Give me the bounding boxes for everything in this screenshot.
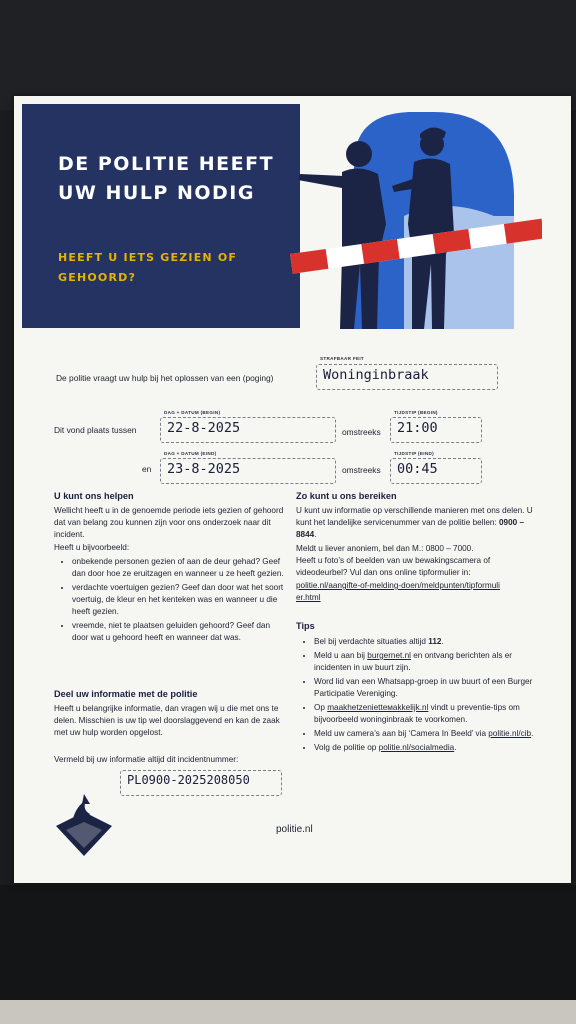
- list-item: • verdachte voertuigen gezien? Geef dan door wat het soort voertuig, de kleur en het kenteken was en wanneer u die heeft gezien.: [72, 582, 288, 618]
- police-flyer: [14, 96, 571, 883]
- flyer-subtitle: HEEFT U IETS GEZIEN OF GEHOORD?: [58, 251, 238, 284]
- socialmedia-link[interactable]: politie.nl/socialmedia: [378, 743, 455, 752]
- time-begin-label: TIJDSTIP (BEGIN): [394, 410, 438, 415]
- camera-text: Heeft u foto’s of beelden van uw bewakingscamera of videodeurbel? Vul dan ons online tipformulier in:: [296, 556, 491, 578]
- tipform-link[interactable]: politie.nl/aangifte-of-melding-doen/meldpunten/tipformulier.html: [296, 581, 500, 603]
- tip-item: • Op maakhetzenietteмakkelijk.nl vindt u preventie-tips om bijvoorbeeld woninginbraak te voorkomen.: [314, 702, 550, 726]
- list-item: • vreemde, niet te plaatsen geluiden gehoord? Geef dan door wat u gehoord heeft en wanneer dat was.: [72, 620, 288, 644]
- date-end-field[interactable]: 23-8-2025: [160, 458, 336, 484]
- header-banner: [22, 104, 300, 328]
- offense-field[interactable]: Woninginbraak: [316, 364, 498, 390]
- and-label: en: [142, 464, 152, 474]
- date-begin-field[interactable]: 22-8-2025: [160, 417, 336, 443]
- share-heading: Deel uw informatie met de politie: [54, 689, 198, 699]
- cib-link[interactable]: politie.nl/cib: [488, 729, 532, 738]
- example-list: [54, 556, 288, 646]
- time-end-field[interactable]: 00:45: [390, 458, 482, 484]
- help-heading: U kunt ons helpen: [54, 491, 134, 501]
- around-label-end: omstreeks: [342, 465, 381, 475]
- incident-number-field[interactable]: PL0900-2025208050: [120, 770, 282, 796]
- date-end-label: DAG + DATUM (EIND): [164, 451, 217, 456]
- prevention-link[interactable]: maakhetzenietteмakkelijk.nl: [327, 703, 429, 712]
- reach-heading: Zo kunt u ons bereiken: [296, 491, 397, 501]
- example-intro: Heeft u bijvoorbeeld:: [54, 543, 130, 552]
- anonymous-text: Meldt u liever anoniem, bel dan M.: 0800 – 7000.: [296, 544, 474, 553]
- footer-website[interactable]: politie.nl: [276, 824, 313, 835]
- flyer-title: DE POLITIE HEEFT UW HULP NODIG: [58, 153, 275, 204]
- tips-list: [296, 636, 550, 756]
- background-top: [0, 0, 576, 110]
- help-text: Wellicht heeft u in de genoemde periode iets gezien of gehoord dat van belang zou kunnen zijn voor ons onderzoek naar dit incident.: [54, 506, 284, 540]
- tip-item: • Meld uw camera’s aan bij ‘Camera In Beeld’ via politie.nl/cib.: [314, 728, 550, 740]
- share-text: Heeft u belangrijke informatie, dan vragen wij u die met ons te delen. Misschien is uw tip wel doorslaggevend en kan de zaak met uw hulp worden opgelost.: [54, 704, 280, 738]
- reach-text: U kunt uw informatie op verschillende manieren met ons delen. U kunt het landelijke servicenummer van de politie bellen: 0900 – 8844.: [296, 506, 533, 540]
- offense-field-label: STRAFBAAR FEIT: [320, 356, 365, 361]
- tip-item: • Word lid van een Whatsapp-groep in uw buurt of een Burger Participatie Vereniging.: [314, 676, 550, 700]
- incident-label: Vermeld bij uw informatie altijd dit incidentnummer:: [54, 755, 239, 764]
- service-number: 0900 – 8844: [296, 518, 525, 540]
- background-floor: [0, 1000, 576, 1024]
- police-logo-icon: [52, 786, 116, 858]
- time-begin-field[interactable]: 21:00: [390, 417, 482, 443]
- tip-item: • Volg de politie op politie.nl/socialmedia.: [314, 742, 550, 754]
- tips-heading: Tips: [296, 621, 315, 631]
- witness-illustration: [284, 104, 542, 329]
- date-begin-label: DAG + DATUM (BEGIN): [164, 410, 221, 415]
- list-item: • onbekende personen gezien of aan de deur gehad? Geef dan door hoe ze eruitzagen en wanneer u ze heeft gezien.: [72, 556, 288, 580]
- tip-item: • Meld u aan bij burgernet.nl en ontvang berichten als er incidenten in uw buurt zijn.: [314, 650, 550, 674]
- burgernet-link[interactable]: burgernet.nl: [367, 651, 411, 660]
- around-label-begin: omstreeks: [342, 427, 381, 437]
- period-label: Dit vond plaats tussen: [54, 425, 137, 435]
- intro-text: De politie vraagt uw hulp bij het oplossen van een (poging): [56, 373, 274, 383]
- time-end-label: TIJDSTIP (EIND): [394, 451, 434, 456]
- tip-item: • Bel bij verdachte situaties altijd 112.: [314, 636, 550, 648]
